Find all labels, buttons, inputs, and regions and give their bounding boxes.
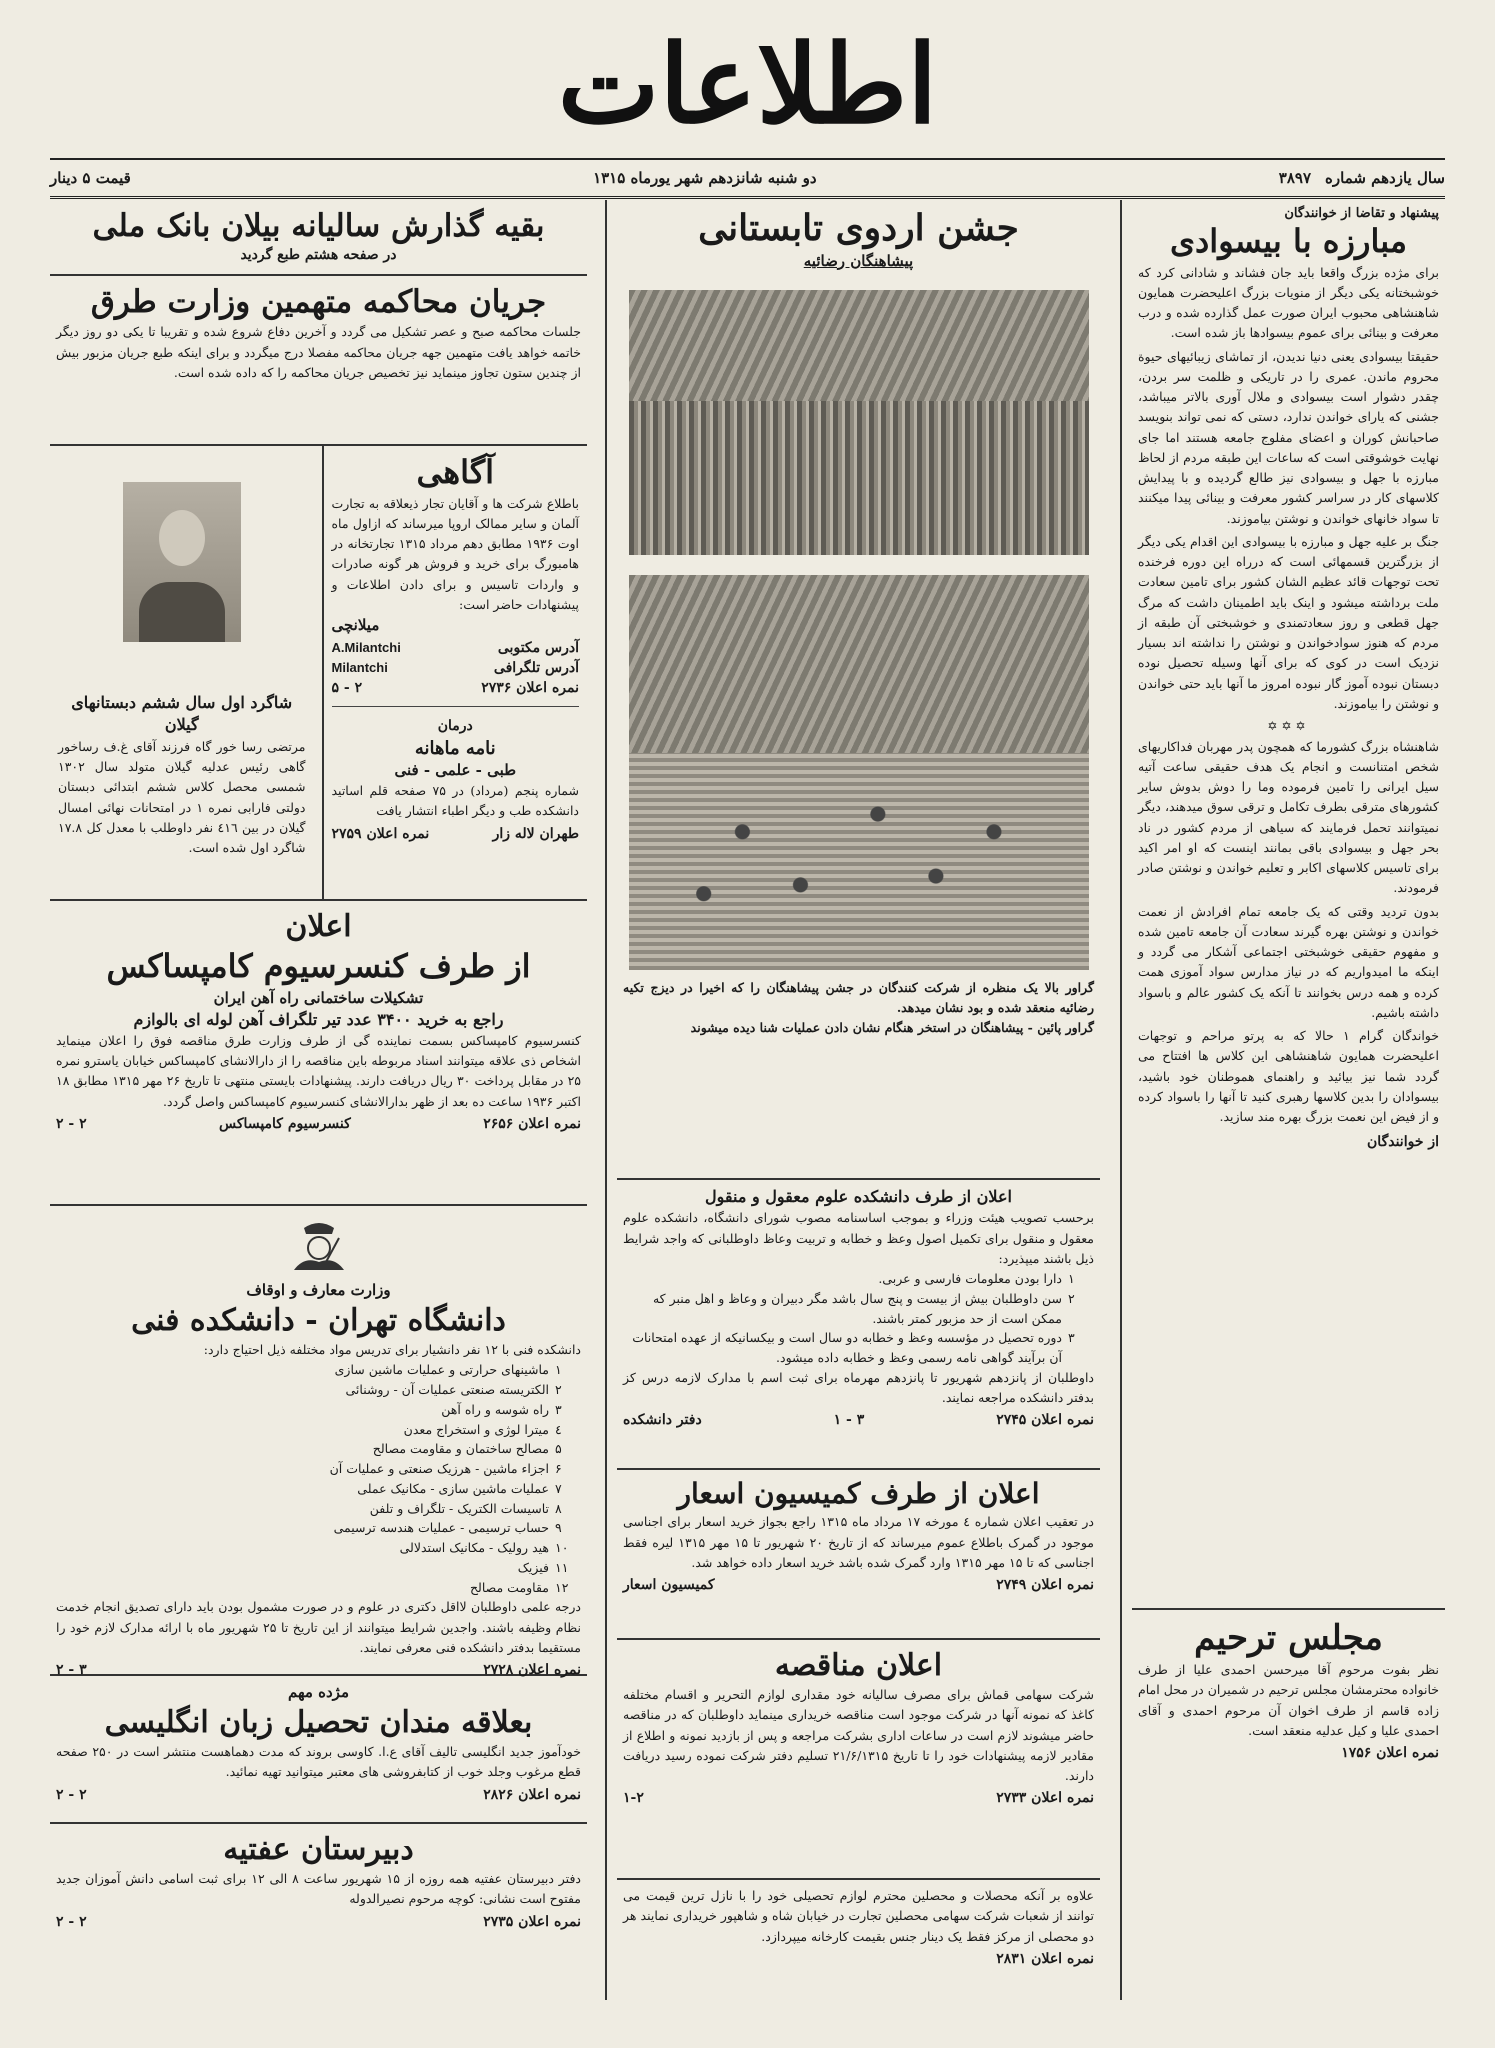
item-number: ٤ [555,1421,562,1437]
iffatiyeh-school-ad [50,1824,587,1938]
faculty-announcement [617,1180,1100,1470]
school-text: دفتر دبیرستان عفتیه همه روزه از ۱۵ شهریور ساعت ۸ الی ۱۲ برای ثبت اسامی دانش آموزان جدید مفتوح است نشانی: کوچه مرحوم نصیرالدوله [56,1871,581,1907]
campsax-sub2: راجع به خرید ۳۴۰۰ عدد تیر تلگراف آهن لوله ای بالوازم [133,1009,504,1029]
mourning-notice [1132,1610,1445,1769]
item-text: مقاومت مصالح [469,1579,549,1595]
notice-footer: نمره اعلان ۲۷۳۶ ۲ - ۵ [331,680,579,697]
notice-text: باطلاع شرکت ها و آقایان تجار ذیعلاقه به تجارت آلمان و سایر ممالک اروپا میرساند که ازاول ماه اوت ۱۹۳۶ مطابق دهم مرداد ۱۳۱۵ تجارتخانه در هامبورگ برای خرید و فروش هر گونه صادرات و واردات تاسیس و برای دادن اطلاعات و پیشنهادات حاضر است: [331,495,579,612]
masthead [0,20,1495,150]
student-portrait [123,482,241,642]
issue-label: سال یازدهم شماره [1325,169,1445,187]
english-kicker: مژده مهم [287,1683,349,1701]
issue-number: ۳۸۹۷ [1278,169,1312,187]
scouts-article [617,200,1100,1180]
item-text: میترا لوژی و استخراج معدن [403,1421,549,1437]
item-text: دوره تحصیل در مؤسسه وعظ و خطابه دو سال است و بیکسانیکه از عهده امتحانات آن برآیند گواهی نامه رسمی وعظ و خطابه داده میشود. [632,1330,1062,1366]
item-number: ۵ [555,1441,562,1457]
faculty-footer: داوطلبان از پانزدهم شهریور تا پانزدهم مهرماه برای ثبت اسم با مدارک لازمه درس کز بدفتر دانشکده مراجعه نمایند. [623,1369,1094,1406]
item-text: ماشینهای حرارتی و عملیات ماشین سازی [334,1362,549,1378]
faculty-conditions [623,1269,1094,1368]
item-number: ۶ [555,1461,562,1476]
list-item [56,1360,581,1380]
school-headline: دبیرستان عفتیه [223,1832,414,1867]
bank-report [50,200,587,276]
trial-headline: جریان محاکمه متهمین وزارت طرق [90,284,547,320]
currency-headline: اعلان از طرف کمیسیون اسعار [677,1477,1040,1510]
supplies-text: علاوه بر آنکه محصلات و محصلین محترم لوازم تحصیلی خود را با نازل ترین قیمت می توانند از شعبات شرکت سهامی محصلین تجارت در خیابان شاه و شاهپور خریداری نمایند هر دو محصلی از مرکز فقط یک دینار جنس بقیمت کارخانه میپردازد. [623,1888,1094,1944]
item-text: تاسیسات الکتریک - تلگراف و تلفن [369,1500,549,1516]
notice-name: میلانچی [331,616,380,635]
photo-crowd [629,401,1089,555]
trial-report [50,276,587,446]
article-body [1138,263,1439,1154]
lion-and-sun-emblem [284,1218,354,1278]
hamburg-notice [322,446,588,899]
list-item [56,1420,581,1440]
magazine-text: شماره پنجم (مرداد) در ۷۵ صفحه قلم اساتید دانشکده طب و دیگر اطباء انتشار یافت [331,783,579,819]
item-text: راه شوسه و راه آهن [441,1401,549,1417]
scouts-headline: جشن اردوی تابستانی [698,207,1019,249]
notice-headline: آگاهی [416,453,494,491]
english-headline: بعلاقه مندان تحصیل زبان انگلیسی [104,1705,533,1740]
photo-trees [629,575,1089,753]
bank-headline: بقیه گذارش سالیانه بیلان بانک ملی [92,208,545,244]
paragraph: بدون تردید وقتی که یک جامعه تمام افرادش از نعمت خواندن و نوشتن بهره گیرند سعادت آن جامعه تامین شده و مفهوم حقیقی خوشبختی اجتماعی آشکار می گردد و اینکه ما امیدواریم که در نیاز مدارس سواد آموزی همت کرده و همه درس بخوانند تا آنکه یک کشور عالم و باسواد داشته باشیم. [1138,903,1439,1020]
campsax-sub1: تشکیلات ساختمانی راه آهن ایران [213,988,424,1007]
magazine-subtitle: نامه ماهانه [414,737,496,759]
item-number: ۲ [1068,1290,1075,1306]
postal-address: آدرس مکتوبی A.Milantchi [331,640,579,657]
tender-notice [617,1640,1100,1880]
subject-list [56,1360,581,1597]
list-item [56,1538,581,1558]
item-number: ۲ [555,1382,562,1397]
item-number: ۱ [1068,1271,1075,1287]
photo-trees [629,290,1089,409]
dateline [50,158,1445,199]
list-item [56,1499,581,1519]
item-text: حساب ترسیمی - عملیات هندسه ترسیمی [333,1520,549,1536]
item-number: ۹ [555,1520,562,1536]
list-item [56,1380,581,1400]
item-number: ۱۲ [555,1579,569,1595]
english-text: خودآموز جدید انگلیسی تالیف آقای ع.ا. کاوسی بروند که مدت دهماهست منتشر است در ۲۵۰ صفحه قطع مرغوب وجلد خوب از کتابفروشی های معتبر میتوانید تهیه نمائید. [56,1744,581,1780]
list-item [623,1269,1094,1289]
item-number: ۷ [555,1480,562,1496]
photo-caption-bottom: گراور پائین - پیشاهنگان در استخر هنگام نشان دادن عملیات شنا دیده میشوند [690,1020,1094,1035]
article-kicker: پیشنهاد و تقاضا از خوانندگان [1284,206,1439,221]
article-signature: از خوانندگان [1367,1134,1439,1151]
star-divider: ✡✡✡ [1267,719,1310,734]
student-notice [50,446,314,899]
english-footer: نمره اعلان ۲۸۲۶ ۲ - ۲ [56,1786,581,1803]
school-footer: نمره اعلان ۲۷۳۵ ۲ - ۲ [56,1913,581,1930]
middle-column [605,200,1110,2000]
university-intro: دانشکده فنی با ۱۲ نفر دانشیار برای تدریس مواد مختلفه ذیل احتیاج دارد: [203,1342,581,1357]
newspaper-title: اطلاعات [557,22,938,148]
item-number: ۱۱ [555,1559,569,1575]
item-number: ۸ [555,1500,562,1516]
item-text: اجزاء ماشین - هرزیک صنعتی و عملیات آن [329,1461,549,1476]
campsax-headline: اعلان [285,909,352,944]
currency-text: در تعقیب اعلان شماره ٤ مورخه ۱۷ مرداد ماه ۱۳۱۵ راجع بجواز خرید اسعار برای اجناسی موجود در گمرک باطلاع عموم میرساند که از تاریخ ۲۰ شهریور تا ۱۵ مهر ۱۳۱۵ لیره فقط اجناسی که تا ۱۵ مهر ۱۳۱۵ وارد گمرک شده باشد خرید اسعار داده خواهد شد. [623,1514,1094,1570]
campsax-headline-2: از طرف کنسرسیوم کامپساکس [106,947,531,985]
scouts-gathering-photo [629,290,1089,555]
paragraph: برای مژده بزرگ واقعا باید جان فشاند و شادانی کرد که خوشبختانه یکی دیگر از منویات بزرگ اعلیحضرت همایون شاهنشاهی محبوب ایران صورت عمل گذارده شده و درب معرفت و بینائی برای عموم بیسوادها باز شده است. [1138,264,1439,341]
campsax-announcement [50,901,587,1206]
list-item [623,1328,1094,1368]
issue-date: دو شنبه شانزدهم شهر یورماه ۱۳۱۵ [593,169,817,187]
item-number: ۱۰ [555,1540,569,1555]
paragraph: شاهنشاه بزرگ کشورما که همچون پدر مهربان فداکاریهای شخص امتنانست و انجام یک هدف حقیقی ساعت آتیه سیل ایرانی را تامین فرموده وما را دوش بدوش سایر کشورهای مترقی بطرف تکامل و ترقی سوق میدهند، دیگر نمیتوانند تحمل فرمایند که سیاهی از مردم کشور در ناد بحر جهل و بیسوادی باقی بمانند اینست که او امر اکید برای تاسیس کلاسهای اکابر و تعلیم خواندن و نوشتن صادر فرمودند. [1138,738,1439,896]
literacy-article [1132,200,1445,1610]
left-column [50,200,595,2000]
divider [332,706,580,707]
university-footer: نمره اعلان ۲۷۲۸ ۳ - ۲ [56,1662,581,1678]
mourning-headline: مجلس ترحیم [1194,1618,1383,1658]
mourning-text: نظر بفوت مرحوم آقا میرحسن احمدی علیا از طرف خانواده محترمشان مجلس ترحیم در شمیران در محل امام زاده قاسم از طرف اخوان آن مرحوم احمدی و آقای احمدی علیا و کیل عدلیه منعقد است. [1138,1662,1439,1738]
english-course-ad [50,1676,587,1824]
list-item [56,1400,581,1420]
faculty-headline: اعلان از طرف دانشکده علوم معقول و منقول [705,1187,1012,1206]
list-item [56,1439,581,1459]
currency-commission [617,1470,1100,1640]
paragraph: جنگ بر علیه جهل و مبارزه با بیسوادی این اقدام یکی دیگر از بزرگترین قسمهائی است که درراه این دوره فرخنده تحت توجهات قائد عظیم الشان کشور برای تامین سعادت ملت برداشته میشود و اینک باید اطمینان داشت که مرگ جهل قطعی و روز سعادتمندی و خوشبختی آن طبقه از مردم که هنوز سوادخواندن و نوشتن را نداشته اند بسیار نزدیک است در کوی که برای آنها وسیله تحصیل نوده دبستان نبوده آموز گار نبوده امروز ما آنها باید حتی خواندن و نوشتن را بیاموزند. [1138,533,1439,711]
ministry-name: وزارت معارف و اوقاف [246,1281,391,1299]
item-number: ۱ [555,1362,562,1378]
supplies-notice [617,1880,1100,1975]
notices-row [50,446,587,901]
photo-caption-top: گراور بالا یک منظره از شرکت کنندگان در جشن پیشاهنگان را که اخیرا در دیزج تکیه رضائیه منعقد شده و بود نشان میدهد. [623,980,1094,1015]
supplies-footer: نمره اعلان ۲۸۳۱ [996,1950,1094,1967]
magazine-footer: طهران لاله زار نمره اعلان ۲۷۵۹ [331,825,579,842]
mourning-footer: نمره اعلان ۱۷۵۶ [1341,1745,1439,1762]
scouts-subhead: پیشاهنگان رضائیه [803,252,914,270]
item-text: الکتریسته صنعتی عملیات آن - روشنائی [345,1382,549,1397]
paragraph: حقیقتا بیسوادی یعنی دنیا ندیدن، از تماشای زیبائیهای حیوة محروم ماندن. عمری را در تاریکی و ظلمت سر بردن، چقدر دشوار است بیسوادی و ملال آوری بالاتر میباشد، جشنی که یارای خواندن ندارد، دستی که نمی تواند بنویسد صاحبانش کوران و اعضای مفلوج جامعه هستند اما جای نهایت خوشوقتی است که ساعات این طبقه مردم از لحاظ مبارزه با جهل و بیسوادی نیز طالع گردیده و با پیدایش کلاسهای کار در سراسر کشور معرفت و بینائی پیدا میکنند تا سواد خانهای خواندن و نوشتن بیاموزند. [1138,348,1439,526]
item-number: ۳ [555,1401,562,1417]
list-item [56,1459,581,1479]
right-column [1120,200,1445,2000]
article-headline: مبارزه با بیسوادی [1170,222,1407,260]
list-item [56,1518,581,1538]
item-text: دارا بودن معلومات فارسی و عربی. [878,1271,1062,1287]
item-text: سن داوطلبان بیش از بیست و پنج سال باشد مگر دبیران و وعاظ و اهل منبر که ممکن است از حد مزبور کمتر باشند. [652,1290,1062,1326]
magazine-title: درمان [437,718,473,735]
faculty-text: برحسب تصویب هیئت وزراء و بموجب اساسنامه مصوب شورای دانشگاه، دانشکده علوم معقول و منقول برای تکمیل اصول وعظ و خطابه و تربیت وعاظ داوطلبانی که واجد شرایط ذیل باشند میپذیرد: [623,1210,1094,1266]
student-headline: شاگرد اول سال ششم دبستانهای گیلان [71,693,293,735]
issue-price: قیمت ۵ دینار [50,169,131,187]
tehran-university-notice [50,1206,587,1676]
student-text: مرتضی رسا خور گاه فرزند آقای غ.ف رساخور گاهی رئیس عدلیه گیلان متولد سال ۱۳۰۲ شمسی محصل کلاس ششم ابتدائی دبستان دولتی فارابی نمره ۱ در امتحانات نهائی امسال گیلان در بین ٤١٦ نفر داوطلب با معدل کل ۱۷.۸ شاگرد اول شده است. [58,738,306,856]
telegraph-address: آدرس تلگرافی Milantchi [331,660,579,677]
campsax-footer: نمره اعلان ۲۶۵۶ کنسرسیوم کامپساکس ۲ - ۲ [56,1115,581,1132]
item-text: عملیات ماشین سازی - مکانیک عملی [357,1480,549,1496]
item-text: مصالح ساختمان و مقاومت مصالح [372,1441,549,1457]
campsax-text: کنسرسیوم کامپساکس بسمت نماینده گی از طرف وزارت طرق مناقصه فوق را اعلان مینماید اشخاص ذی علاقه میتوانند اسناد مربوطه باین مناقصه را از دارالانشای کامپساکس خیابان یاسترو نمره ۲۵ در مقابل پرداخت ۳۰ ریال دریافت دارند. پیشنهادات بایستی منتهی تا تاریخ ۲۶ مهر ۱۳۱۵ مطابق ۱۸ اکتبر ۱۹۳۶ ساعت ده بعد از ظهر بدارالانشای کنسرسیوم کامپساکس واصل گردد. [56,1032,582,1109]
university-text: درجه علمی داوطلبان لااقل دکتری در علوم و در صورت مشمول بودن باید دارای تصدیق انجام خدمت نظام وظیفه باشند. واجدین شرایط میتوانند از این تاریخ تا ۲۵ شهریور ماه با ارائه مدارک لازم خود را مستقیما بدفتر دانشکده فنی معرفی نمایند. [56,1599,581,1655]
currency-signature: نمره اعلان ۲۷۴۹ کمیسیون اسعار [623,1577,1094,1594]
list-item [623,1289,1094,1329]
tender-text: شرکت سهامی قماش برای مصرف سالیانه خود مقداری لوازم التحریر و اقسام مختلفه کاغذ که نمونه آنها در شرکت موجود است مناقصه خریداری مینماید داوطلبان که در مناقصه حاضر میشوند لازم است در ساعات اداری بشرکت مراجعه و پس از بازدید نمونه و اطلاع از مقادیر لازمه پیشنهادات خود را تا تاریخ ۲۱/۶/۱۳۱۵ تسلیم دفتر شرکت نموده رسید دریافت دارند. [623,1687,1094,1783]
tender-footer: نمره اعلان ۲۷۳۳ ۱-۲ [623,1790,1094,1807]
university-headline: دانشگاه تهران - دانشکده فنی [131,1303,506,1338]
tender-headline: اعلان مناقصه [774,1648,943,1683]
issue-info [1279,169,1445,187]
photo-swimmers [665,761,1051,939]
list-item [56,1558,581,1578]
list-item [56,1479,581,1499]
item-number: ۳ [1068,1330,1075,1346]
list-item [56,1578,581,1598]
bank-subline: در صفحه هشتم طبع گردید [240,247,397,264]
magazine-kind: طبی - علمی - فنی [394,761,517,780]
item-text: هید رولیک - مکانیک استدلالی [399,1540,549,1555]
faculty-signature: نمره اعلان ۲۷۴۵ ۳ - ۱ دفتر دانشکده [623,1412,1094,1429]
scouts-swimming-photo [629,575,1089,970]
paragraph: خواندگان گرام ۱ حالا که به پرتو مراحم و توجهات اعلیحضرت همایون شاهنشاهی این کلاس ها افتتاح می گردد شما نیز بیائید و راهنمای هموطنان خود باشید، بیسوادان را بدین کلاسها رهبری کنید تا آنها را باسواد کرده و از فیض این نعمت بزرگ بهره مند سازید. [1138,1028,1439,1125]
trial-text: جلسات محاکمه صبح و عصر تشکیل می گردد و آخرین دفاع شروع شده و تقریبا تا یکی دو روز دیگر خاتمه خواهد یافت متهمین جهه جریان محاکمه مفصلا درج میگردد و برای اینکه طبع جریان مزبور بیش از چندین ستون تجاوز مینماید نیز تخصیص جریان محاکمه را که داده شده است. [56,324,581,380]
item-text: فیزیک [517,1559,549,1575]
